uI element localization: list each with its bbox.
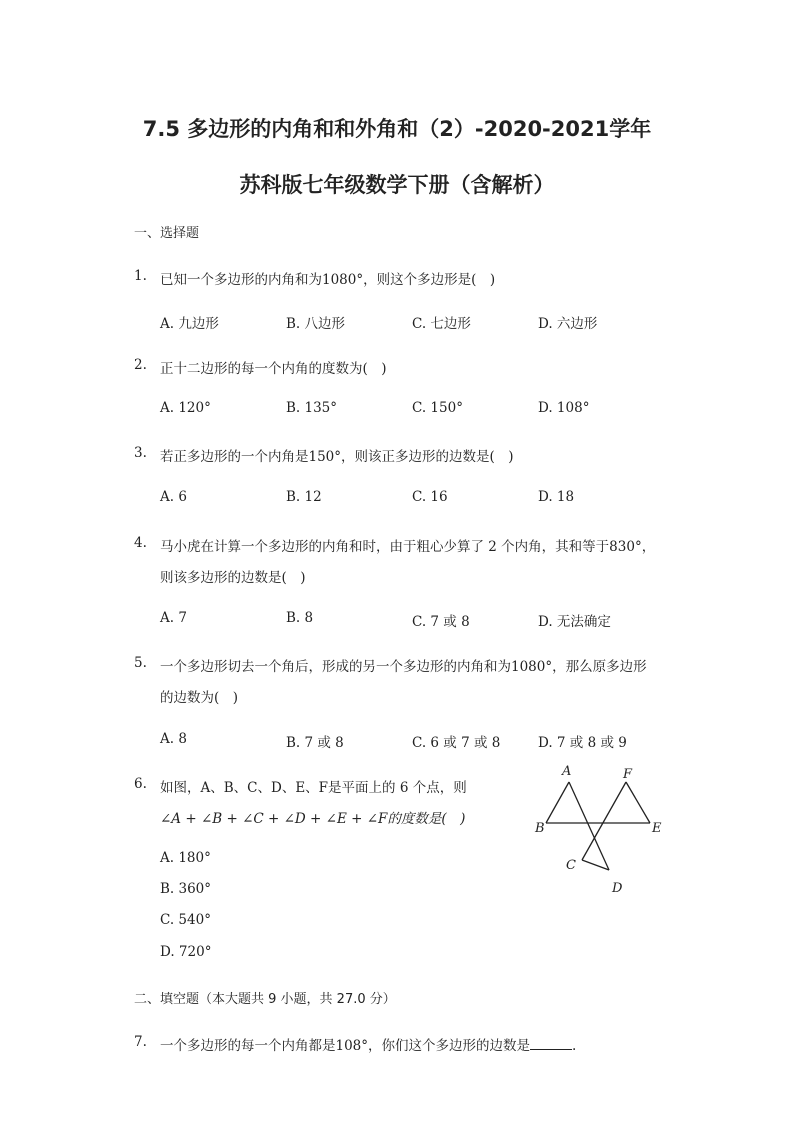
question-end: . [572,1038,577,1054]
label-d: D [612,881,623,896]
label-e: E [652,821,662,836]
section-heading-fill: 二、填空题（本大题共 9 小题，共 27.0 分） [134,992,396,1007]
question-text: 如图，A、B、C、D、E、F是平面上的 6 个点，则 [160,780,467,796]
question-number: 7. [134,1034,147,1050]
question-text: 一个多边形的每一个内角都是108°，你们这个多边形的边数是 [160,1038,531,1054]
option-a: A. 7 [160,610,187,626]
option-c: C. 7 或 8 [412,614,470,630]
option-c: C. 16 [412,489,448,505]
line-ad [569,782,609,870]
question-number: 3. [134,445,147,461]
option-c: C. 540° [160,912,211,928]
label-b: B [535,821,545,836]
section-heading-choice: 一、选择题 [134,226,200,241]
question-text: 已知一个多边形的内角和为1080°，则这个多边形是( ) [160,272,496,288]
answer-blank[interactable] [530,1035,572,1050]
question-text-line2: ∠A + ∠B + ∠C + ∠D + ∠E + ∠F的度数是( ) [160,811,466,827]
option-a: A. 180° [160,850,211,866]
option-d: D. 720° [160,944,212,960]
option-b: B. 8 [286,610,314,626]
label-a: A [562,764,572,779]
option-d: D. 18 [538,489,575,505]
question-number: 5. [134,655,147,671]
option-a: A. 120° [160,400,211,416]
line-fe [626,782,650,823]
option-a: A. 九边形 [160,316,219,332]
question-text: 一个多边形切去一个角后，形成的另一个多边形的内角和为1080°，那么原多边形 [160,659,647,675]
option-b: B. 360° [160,881,212,897]
geometry-figure [532,762,672,897]
line-ab [546,782,569,823]
question-text-wrap [160,1034,680,1054]
option-d: D. 无法确定 [538,614,611,630]
line-fc [582,782,626,860]
option-c: C. 150° [412,400,463,416]
option-d: D. 7 或 8 或 9 [538,735,627,751]
question-text: 正十二边形的每一个内角的度数为( ) [160,361,387,377]
question-number: 1. [134,268,147,284]
option-c: C. 七边形 [412,316,471,332]
page-title-line2: 苏科版七年级数学下册（含解析） [239,173,555,197]
label-f: F [623,767,633,782]
option-d: D. 六边形 [538,316,598,332]
option-b: B. 135° [286,400,338,416]
question-number: 4. [134,535,147,551]
option-b: B. 12 [286,489,322,505]
question-text-line2: 则该多边形的边数是( ) [160,570,306,586]
option-b: B. 八边形 [286,316,346,332]
option-d: D. 108° [538,400,590,416]
page-title-line1: 7.5 多边形的内角和和外角和（2）-2020-2021学年 [142,117,652,141]
question-text: 马小虎在计算一个多边形的内角和时，由于粗心少算了 2 个内角，其和等于830°， [160,539,656,555]
question-number: 2. [134,357,147,373]
label-c: C [566,858,576,873]
option-a: A. 8 [160,731,187,747]
option-c: C. 6 或 7 或 8 [412,735,501,751]
question-number: 6. [134,776,147,792]
option-a: A. 6 [160,489,187,505]
question-text: 若正多边形的一个内角是150°，则该正多边形的边数是( ) [160,449,514,465]
question-text-line2: 的边数为( ) [160,690,239,706]
option-b: B. 7 或 8 [286,735,344,751]
